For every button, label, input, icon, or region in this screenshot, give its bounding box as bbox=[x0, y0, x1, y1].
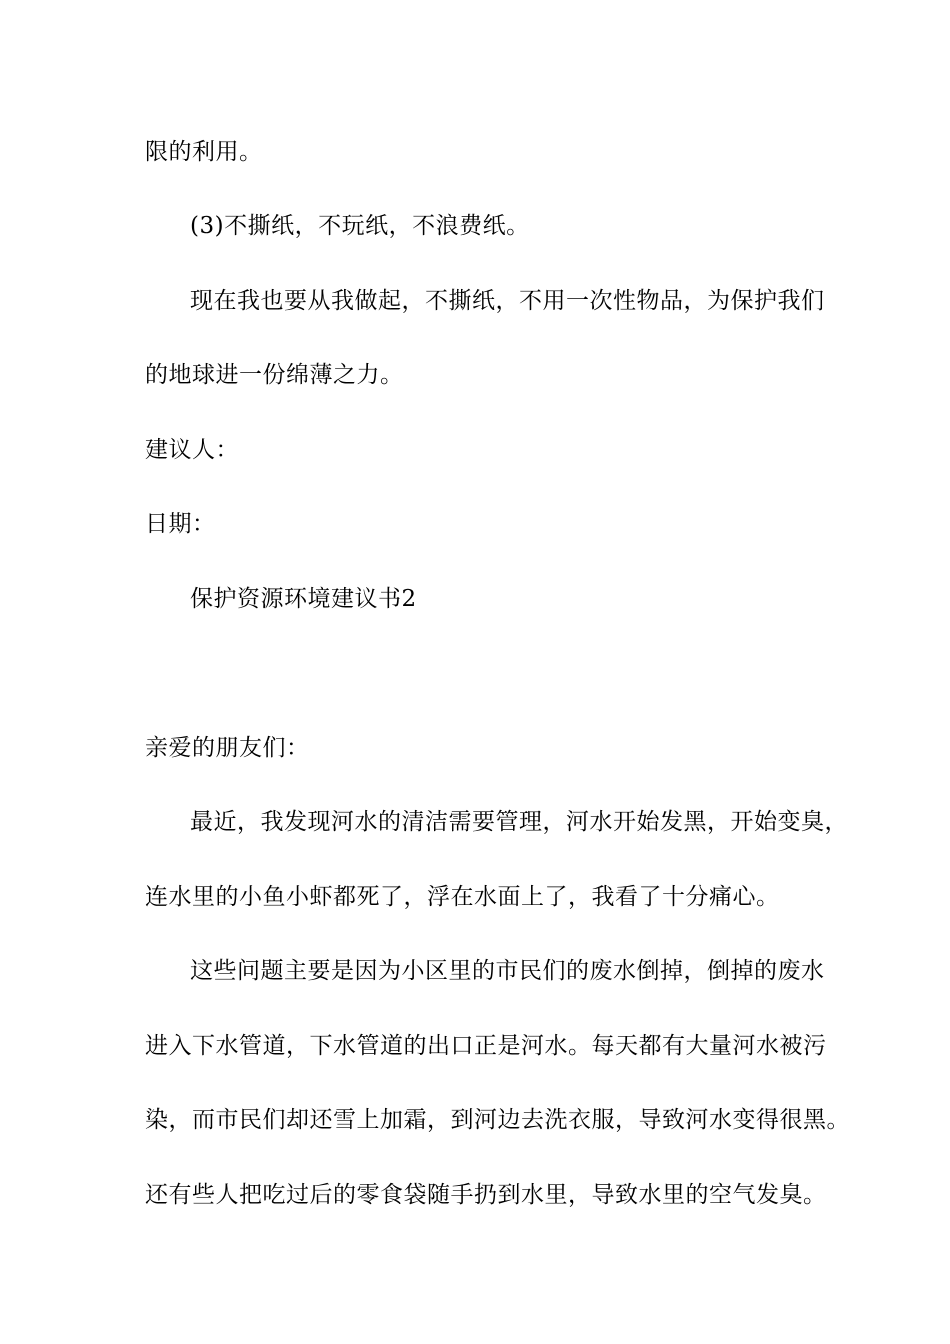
proposer-label: 建议人： bbox=[145, 437, 239, 463]
paragraph-line: 进入下水管道，下水管道的出口正是河水。每天都有大量河水被污 bbox=[145, 1033, 827, 1059]
paragraph-line: 还有些人把吃过后的零食袋随手扔到水里，导致水里的空气发臭。 bbox=[145, 1182, 827, 1208]
paragraph-line: 的地球进一份绵薄之力。 bbox=[145, 362, 404, 388]
paragraph-line: 这些问题主要是因为小区里的市民们的废水倒掉，倒掉的废水 bbox=[190, 958, 825, 984]
paragraph-line: 现在我也要从我做起，不撕纸，不用一次性物品，为保护我们 bbox=[190, 288, 825, 314]
paragraph-line: 最近，我发现河水的清洁需要管理，河水开始发黑，开始变臭， bbox=[190, 809, 848, 835]
salutation: 亲爱的朋友们： bbox=[145, 735, 310, 761]
paragraph-line: 染，而市民们却还雪上加霜，到河边去洗衣服，导致河水变得很黑。 bbox=[145, 1107, 850, 1133]
date-label: 日期： bbox=[145, 511, 216, 537]
section-title: 保护资源环境建议书2 bbox=[190, 586, 417, 612]
paragraph-line: 限的利用。 bbox=[145, 139, 263, 165]
paragraph-line: (3)不撕纸，不玩纸，不浪费纸。 bbox=[190, 213, 530, 239]
paragraph-line: 连水里的小鱼小虾都死了，浮在水面上了，我看了十分痛心。 bbox=[145, 884, 780, 910]
